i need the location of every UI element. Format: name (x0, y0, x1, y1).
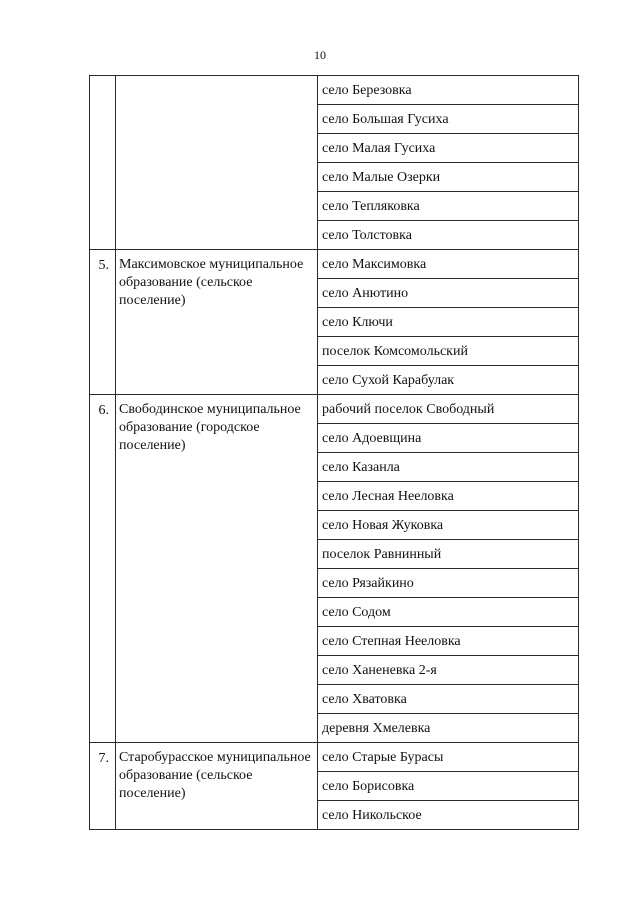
settlement-name: село Рязайкино (322, 576, 414, 591)
settlement-name: поселок Комсомольский (322, 344, 468, 359)
settlement-name: село Тепляковка (322, 199, 420, 214)
settlement-cell (318, 598, 579, 627)
row-number-cell (90, 743, 116, 830)
row-number (90, 76, 115, 83)
settlement-cell (318, 163, 579, 192)
municipality-cell (116, 250, 318, 395)
page-number: 10 (314, 48, 326, 62)
settlement-name: село Ханеневка 2-я (322, 663, 437, 678)
row-number-cell (90, 250, 116, 395)
settlement-cell (318, 540, 579, 569)
municipality-name: Свободинское муниципальное образование (городское поселение) (119, 402, 301, 453)
settlement-name: рабочий поселок Свободный (322, 402, 495, 417)
settlement-name: село Сухой Карабулак (322, 373, 455, 388)
settlement-cell (318, 511, 579, 540)
row-number: 6. (98, 403, 109, 418)
settlement-name: деревня Хмелевка (322, 721, 431, 736)
settlement-cell (318, 395, 579, 424)
settlement-cell (318, 743, 579, 772)
municipality-name: Максимовское муниципальное образование (сельское поселение) (119, 257, 304, 308)
settlement-cell (318, 221, 579, 250)
settlement-name: село Старые Бурасы (322, 750, 444, 765)
settlement-name: село Анютино (322, 286, 409, 301)
settlement-name: село Лесная Нееловка (322, 489, 454, 504)
settlement-cell (318, 772, 579, 801)
settlement-cell (318, 337, 579, 366)
settlement-cell (318, 308, 579, 337)
settlement-cell (318, 569, 579, 598)
settlement-name: село Никольское (322, 808, 422, 823)
settlement-name: село Степная Неeловка (322, 634, 461, 649)
settlement-name: село Содом (322, 605, 391, 620)
settlement-cell (318, 627, 579, 656)
row-number: 7. (98, 751, 109, 766)
row-number: 5. (98, 258, 109, 273)
table-row (90, 395, 579, 424)
table-row (90, 76, 579, 105)
municipality-cell (116, 76, 318, 250)
row-number-cell (90, 76, 116, 250)
settlement-name: село Казанла (322, 460, 400, 475)
municipality-name: Старобурасское муниципальное образование (сельское поселение) (119, 750, 311, 801)
settlement-name: село Малые Озерки (322, 170, 441, 185)
settlement-cell (318, 656, 579, 685)
settlement-cell (318, 801, 579, 830)
settlement-cell (318, 482, 579, 511)
settlement-cell (318, 105, 579, 134)
settlement-cell (318, 279, 579, 308)
settlement-cell (318, 714, 579, 743)
table-row (90, 250, 579, 279)
settlement-name: село Ключи (322, 315, 393, 330)
settlement-cell (318, 366, 579, 395)
settlement-name: село Адоевщина (322, 431, 422, 446)
settlement-name: село Борисовка (322, 779, 415, 794)
settlement-name: поселок Равнинный (322, 547, 442, 562)
settlement-cell (318, 250, 579, 279)
settlement-name: село Малая Гусиха (322, 141, 436, 156)
row-number-cell (90, 395, 116, 743)
settlement-cell (318, 76, 579, 105)
settlement-name: село Большая Гусиха (322, 112, 449, 127)
settlement-cell (318, 192, 579, 221)
table-row (90, 743, 579, 772)
settlement-name: село Березовка (322, 83, 412, 98)
municipality-name (116, 76, 317, 82)
settlement-cell (318, 134, 579, 163)
municipality-cell (116, 395, 318, 743)
settlement-name: село Хватовка (322, 692, 407, 707)
settlement-cell (318, 685, 579, 714)
settlement-name: село Новая Жуковка (322, 518, 444, 533)
settlement-cell (318, 453, 579, 482)
settlement-cell (318, 424, 579, 453)
settlement-name: село Максимовка (322, 257, 427, 272)
municipality-cell (116, 743, 318, 830)
settlements-table (89, 75, 579, 830)
settlement-name: село Толстовка (322, 228, 412, 243)
